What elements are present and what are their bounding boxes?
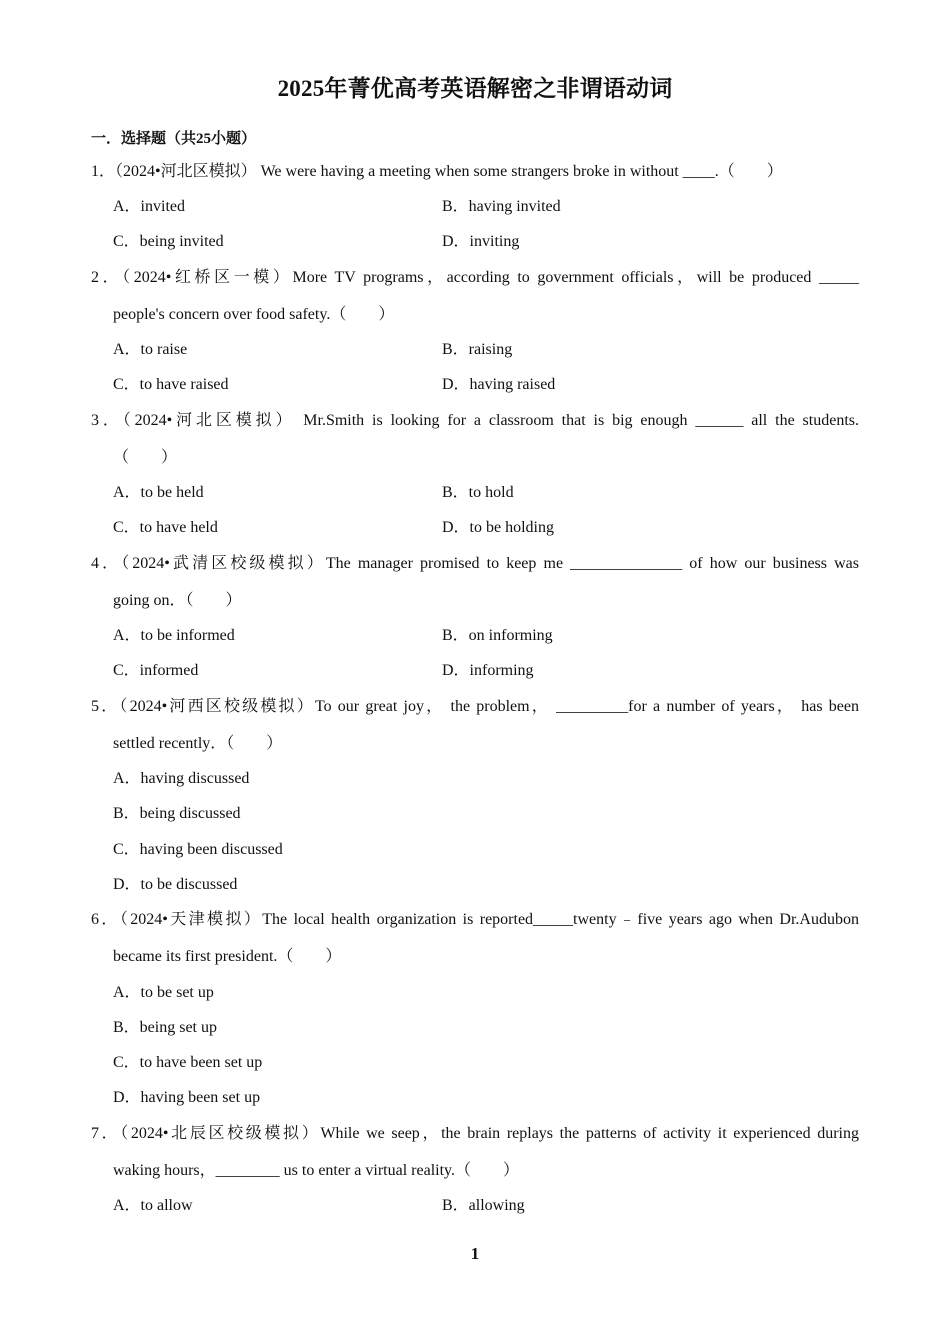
question-6-option-c[interactable]: C．to have been set up	[113, 1054, 263, 1071]
question-7-option-b[interactable]: B．allowing	[442, 1197, 525, 1214]
question-1-option-a[interactable]: A．invited	[113, 198, 185, 215]
question-6-option-d[interactable]: D．having been set up	[113, 1089, 261, 1106]
question-1-option-d[interactable]: D．inviting	[442, 233, 520, 250]
section-heading: 一．选择题（共25小题）	[91, 131, 257, 147]
question-4-option-b[interactable]: B．on informing	[442, 627, 553, 644]
page-title: 2025年菁优高考英语解密之非谓语动词	[277, 76, 673, 101]
question-4-option-d[interactable]: D．informing	[442, 662, 534, 679]
question-2-option-d[interactable]: D．having raised	[442, 376, 556, 393]
page-number: 1	[470, 1244, 480, 1263]
question-5-stem: 5．（2024•河西区校级模拟）To our great joy， the problem， _________for a number of years， has been	[91, 698, 859, 715]
question-5-option-b[interactable]: B．being discussed	[113, 805, 241, 822]
question-7-stem-cont: waking hours，________ us to enter a virtual reality.（ ）	[113, 1162, 520, 1179]
question-5-option-d[interactable]: D．to be discussed	[113, 876, 238, 893]
question-7-option-a[interactable]: A．to allow	[113, 1197, 193, 1214]
question-2-option-c[interactable]: C．to have raised	[113, 376, 229, 393]
question-1-stem: 1．（2024•河北区模拟） We were having a meeting when some strangers broke in without ____.（ ）	[91, 163, 783, 180]
question-6-option-b[interactable]: B．being set up	[113, 1019, 217, 1036]
question-2-stem-cont: people's concern over food safety.（ ）	[113, 306, 395, 323]
question-4-stem-cont: going on．（ ）	[113, 592, 242, 609]
question-3-option-c[interactable]: C．to have held	[113, 519, 218, 536]
question-4-stem: 4．（2024•武清区校级模拟）The manager promised to keep me ______________ of how our business was	[91, 555, 859, 572]
question-3-stem: 3．（2024•河北区模拟） Mr.Smith is looking for a classroom that is big enough ______ all the students.	[91, 412, 859, 429]
question-6-stem-cont: became its first president.（ ）	[113, 948, 342, 965]
question-3-option-d[interactable]: D．to be holding	[442, 519, 554, 536]
question-5-option-c[interactable]: C．having been discussed	[113, 841, 283, 858]
question-3-option-b[interactable]: B．to hold	[442, 484, 514, 501]
question-1-option-c[interactable]: C．being invited	[113, 233, 224, 250]
question-2-option-b[interactable]: B．raising	[442, 341, 513, 358]
question-2-stem: 2．（2024•红桥区一模）More TV programs，according to government officials，will be produced _____	[91, 269, 859, 286]
question-7-stem: 7．（2024•北辰区校级模拟）While we seep，the brain replays the patterns of activity it experienced during	[91, 1125, 859, 1142]
question-3-stem-cont: （ ）	[113, 449, 178, 466]
question-5-option-a[interactable]: A．having discussed	[113, 770, 250, 787]
question-6-option-a[interactable]: A．to be set up	[113, 984, 214, 1001]
question-5-stem-cont: settled recently．（ ）	[113, 735, 283, 752]
question-4-option-c[interactable]: C．informed	[113, 662, 199, 679]
question-2-option-a[interactable]: A．to raise	[113, 341, 188, 358]
question-3-option-a[interactable]: A．to be held	[113, 484, 204, 501]
question-6-stem: 6．（2024•天津模拟）The local health organization is reported_____twenty﹣five years ago when Dr.Audubon	[91, 911, 859, 928]
question-4-option-a[interactable]: A．to be informed	[113, 627, 235, 644]
question-1-option-b[interactable]: B．having invited	[442, 198, 561, 215]
